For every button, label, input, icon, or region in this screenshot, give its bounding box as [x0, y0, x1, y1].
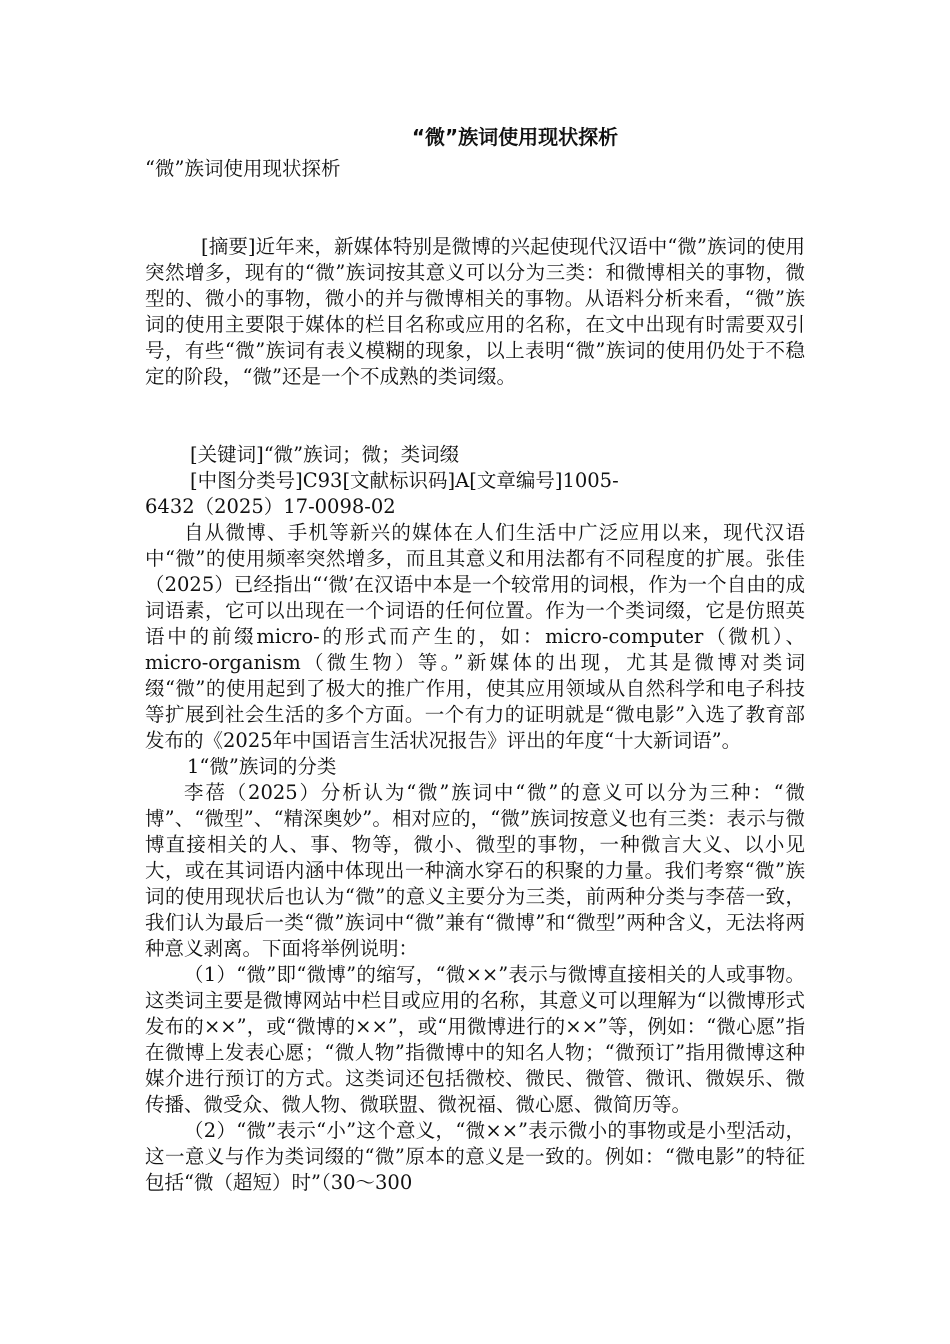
document-subtitle: “微”族词使用现状探析 [145, 157, 341, 180]
classification-line-continued: 6432（2025）17-0098-02 [145, 495, 396, 518]
body-paragraph-type-1: （1）“微”即“微博”的缩写，“微××”表示与微博直接相关的人或事物。这类词主要是微博网站中栏目或应用的名称，其意义可以理解为“以微博形式发布的××”，或“微博的××”，或“用微博进行的××”等，例如：“微心愿”指在微博上发表心愿；“微人物”指微博中的知名人物；“微预订”指用微博这种媒介进行预订的方式。这类词还包括微校、微民、微管、微讯、微娱乐、微传播、微受众、微人物、微联盟、微祝福、微心愿、微简历等。 [145, 963, 805, 1116]
abstract-paragraph: [摘要]近年来，新媒体特别是微博的兴起使现代汉语中“微”族词的使用突然增多，现有的“微”族词按其意义可以分为三类：和微博相关的事物，微型的、微小的事物，微小的并与微博相关的事物。从语料分析来看，“微”族词的使用主要限于媒体的栏目名称或应用的名称，在文中出现有时需要双引号，有些“微”族词有表义模糊的现象，以上表明“微”族词的使用仍处于不稳定的阶段，“微”还是一个不成熟的类词缀。 [145, 235, 805, 388]
body-paragraph-type-2: （2）“微”表示“小”这个意义，“微××”表示微小的事物或是小型活动，这一意义与作为类词缀的“微”原本的意义是一致的。例如：“微电影”的特征包括“微（超短）时”（30～300 [145, 1119, 805, 1194]
spacer [145, 182, 805, 234]
body-paragraph-intro: 自从微博、手机等新兴的媒体在人们生活中广泛应用以来，现代汉语中“微”的使用频率突然增多，而且其意义和用法都有不同程度的扩展。张佳（2025）已经指出“‘微’在汉语中本是一个较常用的词根，作为一个自由的成词语素，它可以出现在一个词语的任何位置。作为一个类词缀，它是仿照英语中的前缀micro-的形式而产生的，如：micro-computer（微机）、micro-organism（微生物）等。”新媒体的出现，尤其是微博对类词缀“微”的使用起到了极大的推广作用，使其应用领域从自然科学和电子科技等扩展到社会生活的多个方面。一个有力的证明就是“微电影”入选了教育部发布的《2025年中国语言生活状况报告》评出的年度“十大新词语”。 [145, 521, 805, 752]
classification-line: [中图分类号]C93[文献标识码]A[文章编号]1005- [190, 469, 619, 492]
keywords-line: [关键词]“微”族词；微；类词缀 [190, 443, 460, 466]
spacer [145, 390, 805, 442]
document-page [145, 118, 805, 1196]
body-paragraph-classification: 李蓓（2025）分析认为“微”族词中“微”的意义可以分为三种：“微博”、“微型”、“精深奥妙”。相对应的，“微”族词按意义也有三类：表示与微博直接相关的人、事、物等，微小、微型的事物，一种微言大义、以小见大，或在其词语内涵中体现出一种滴水穿石的积聚的力量。我们考察“微”族词的使用现状后也认为“微”的意义主要分为三类，前两种分类与李蓓一致，我们认为最后一类“微”族词中“微”兼有“微博”和“微型”两种含义，无法将两种意义剥离。下面将举例说明： [145, 781, 805, 960]
section-heading: 1“微”族词的分类 [187, 755, 337, 778]
document-title: “微”族词使用现状探析 [411, 125, 619, 149]
